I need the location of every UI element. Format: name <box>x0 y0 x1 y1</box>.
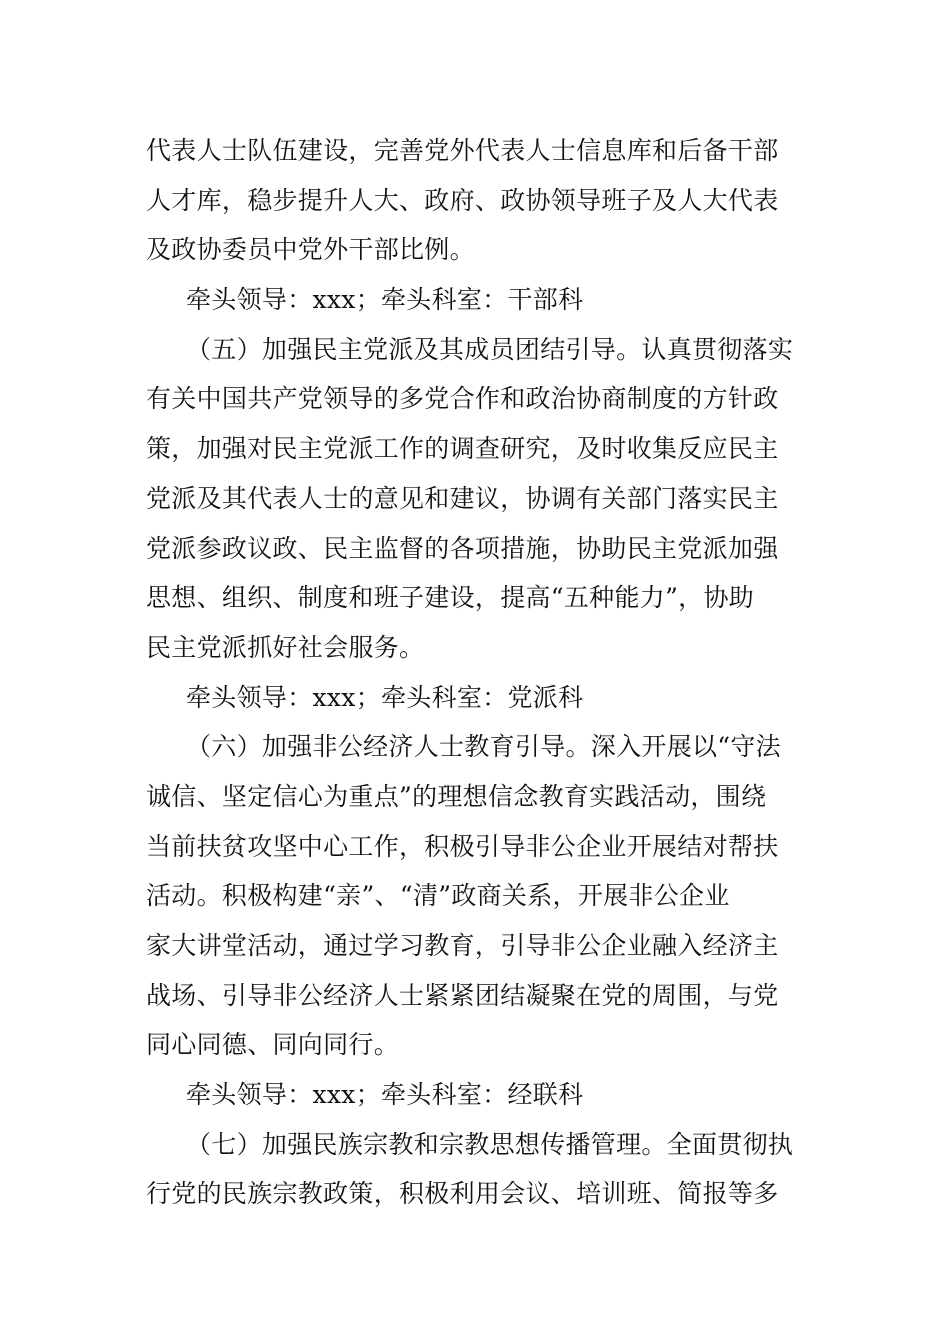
text-line-8: 党派及其代表人士的意见和建议，协调有关部门落实民主 <box>146 483 779 513</box>
text-line-14: 诚信、坚定信心为重点”的理想信念教育实践活动，围绕 <box>146 781 767 811</box>
text-line-1: 代表人士队伍建设，完善党外代表人士信息库和后备干部 <box>146 136 779 165</box>
lead-info-jinglian: 牵头领导：xxx；牵头科室：经联科 <box>186 1080 584 1110</box>
lead-info-dangpai: 牵头领导：xxx；牵头科室：党派科 <box>186 682 584 712</box>
lead-info-ganbu: 牵头领导：xxx；牵头科室：干部科 <box>186 285 584 315</box>
text-line-11: 民主党派抓好社会服务。 <box>146 632 425 662</box>
section-5-heading-line: （五）加强民主党派及其成员团结引导。认真贯彻落实 <box>186 334 794 364</box>
document-body <box>146 126 810 1219</box>
text-line-22: 行党的民族宗教政策，积极利用会议、培训班、简报等多 <box>146 1179 779 1209</box>
text-line-6: 有关中国共产党领导的多党合作和政治协商制度的方针政 <box>146 384 779 414</box>
text-line-15: 当前扶贫攻坚中心工作，积极引导非公企业开展结对帮扶 <box>146 831 779 861</box>
text-line-9: 党派参政议政、民主监督的各项措施，协助民主党派加强 <box>146 533 779 563</box>
section-6-heading-line: （六）加强非公经济人士教育引导。深入开展以“守法 <box>186 732 781 762</box>
section-7-heading-line: （七）加强民族宗教和宗教思想传播管理。全面贯彻执 <box>186 1129 794 1159</box>
text-line-3: 及政协委员中党外干部比例。 <box>146 235 475 265</box>
text-line-16: 活动。积极构建“亲”、“清”政商关系，开展非公企业 <box>146 881 730 911</box>
text-line-18: 战场、引导非公经济人士紧紧团结凝聚在党的周围，与党 <box>146 980 779 1010</box>
text-line-7: 策，加强对民主党派工作的调查研究，及时收集反应民主 <box>146 434 779 464</box>
text-line-19: 同心同德、同向同行。 <box>146 1030 400 1060</box>
text-line-17: 家大讲堂活动，通过学习教育，引导非公企业融入经济主 <box>146 931 779 960</box>
text-line-2: 人才库，稳步提升人大、政府、政协领导班子及人大代表 <box>146 185 779 215</box>
text-line-10: 思想、组织、制度和班子建设，提高“五种能力”，协助 <box>146 583 755 613</box>
